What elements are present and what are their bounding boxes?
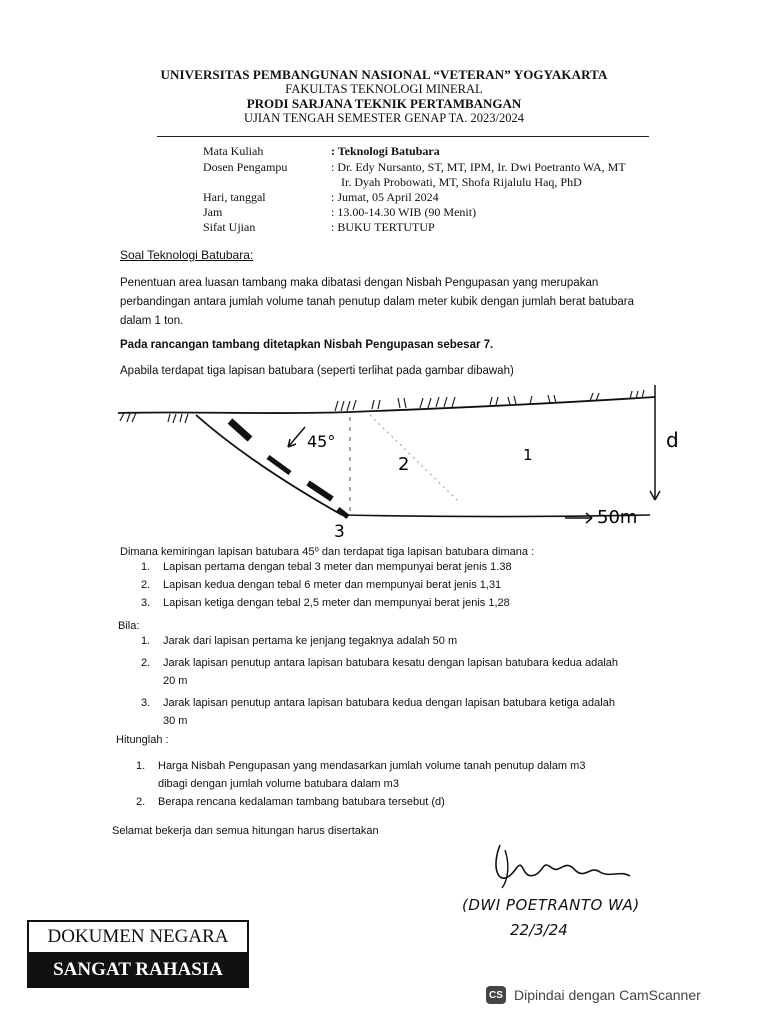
list-item: 3. Lapisan ketiga dengan tebal 2,5 meter dan mempunyai berat jenis 1,28: [141, 597, 510, 609]
list-item: 2. Berapa rencana kedalaman tambang batubara tersebut (d): [136, 796, 445, 808]
layer-3-label: 3: [334, 522, 345, 542]
hari-value: : Jumat, 05 April 2024: [331, 190, 439, 204]
stamp-sangat-rahasia: SANGAT RAHASIA: [27, 952, 249, 988]
exam-title: UJIAN TENGAH SEMESTER GENAP TA. 2023/2024: [243, 111, 525, 125]
signature-name: (DWI POETRANTO WA): [462, 896, 640, 914]
signature-scribble: [480, 840, 650, 895]
jam-value: : 13.00-14.30 WIB (90 Menit): [331, 205, 477, 219]
dosen-label: Dosen Pengampu: [203, 160, 288, 174]
list-item: 1. Lapisan pertama dengan tebal 3 meter dan mempunyai berat jenis 1.38: [141, 561, 512, 573]
coal-seam-1: [230, 421, 250, 439]
hari-label: Hari, tanggal: [203, 190, 266, 204]
intro-line-3: dalam 1 ton.: [120, 315, 184, 327]
dosen-value-1: : Dr. Edy Nursanto, ST, MT, IPM, Ir. Dwi Poetranto WA, MT: [331, 160, 626, 174]
intro-paragraph: [120, 274, 670, 331]
angle-arrow: [288, 427, 305, 447]
coal-seam-4: [338, 509, 348, 517]
jam-label: Jam: [203, 205, 223, 219]
list-item: 1. Harga Nisbah Pengupasan yang mendasarkan jumlah volume tanah penutup dalam m3: [136, 760, 586, 772]
bila-label: Bila:: [118, 620, 140, 632]
intro-line-2: perbandingan antara jumlah volume tanah penutup dalam meter kubik dengan jumlah berat batubara: [120, 296, 635, 308]
program-name: PRODI SARJANA TEKNIK PERTAMBANGAN: [246, 96, 522, 111]
faculty-name: FAKULTAS TEKNOLOGI MINERAL: [285, 82, 483, 96]
sifat-label: Sifat Ujian: [203, 220, 256, 234]
dashed-divider-diagonal: [370, 415, 460, 503]
stamp-dokumen-negara: DOKUMEN NEGARA: [27, 920, 249, 954]
list-item: 2. Lapisan kedua dengan tebal 6 meter dan mempunyai berat jenis 1,31: [141, 579, 502, 591]
list-item: 3. Jarak lapisan penutup antara lapisan batubara kedua dengan lapisan batubara ketiga adalah: [141, 697, 615, 709]
camscanner-footer: [486, 986, 701, 1004]
coal-seam-2: [268, 457, 290, 473]
rancangan-text: Pada rancangan tambang ditetapkan Nisbah Pengupasan sebesar 7.: [120, 339, 494, 351]
mine-cross-section-diagram: [110, 375, 690, 545]
hitunglah-label: Hitunglah :: [116, 734, 169, 746]
list-item: 1. Jarak dari lapisan pertama ke jenjang tegaknya adalah 50 m: [141, 635, 458, 647]
mata-kuliah-value: : Teknologi Batubara: [331, 144, 440, 158]
university-name: UNIVERSITAS PEMBANGUNAN NASIONAL “VETERAN” YOGYAKARTA: [160, 67, 608, 82]
list-item-continuation: 20 m: [163, 675, 188, 687]
layers-list: [141, 558, 512, 612]
dosen-value-2: Ir. Dyah Probowati, MT, Shofa Rijalulu Haq, PhD: [341, 175, 582, 189]
angle-label: 45°: [307, 432, 336, 451]
zone-2-label: 2: [398, 454, 410, 475]
conditions-list: [141, 632, 681, 730]
soal-title: Soal Teknologi Batubara:: [120, 248, 254, 262]
header-divider: [157, 136, 649, 137]
camscanner-icon: CS: [486, 986, 506, 1004]
tasks-list: [136, 757, 676, 811]
dimana-text: Dimana kemiringan lapisan batubara 45⁰ dan terdapat tiga lapisan batubara dimana :: [120, 546, 535, 558]
zone-1-label: 1: [523, 446, 533, 464]
depth-label: d: [666, 428, 679, 452]
list-item-continuation: dibagi dengan jumlah volume batubara dalam m3: [158, 778, 399, 790]
list-item: 2. Jarak lapisan penutup antara lapisan batubara kesatu dengan lapisan batubara kedua adalah: [141, 657, 619, 669]
closing-text: Selamat bekerja dan semua hitungan harus disertakan: [112, 825, 379, 837]
intro-line-1: Penentuan area luasan tambang maka dibatasi dengan Nisbah Pengupasan yang merupakan: [120, 277, 599, 289]
sifat-value: : BUKU TERTUTUP: [331, 220, 435, 234]
camscanner-text: Dipindai dengan CamScanner: [514, 987, 701, 1003]
pit-slope-line: [196, 415, 342, 515]
ground-surface-line: [118, 397, 655, 413]
distance-label: 50m: [597, 507, 638, 528]
signature-date: 22/3/24: [510, 921, 568, 939]
list-item-continuation: 30 m: [163, 715, 188, 727]
mata-kuliah-label: Mata Kuliah: [203, 144, 264, 158]
apabila-text: Apabila terdapat tiga lapisan batubara (seperti terlihat pada gambar dibawah): [120, 365, 514, 377]
